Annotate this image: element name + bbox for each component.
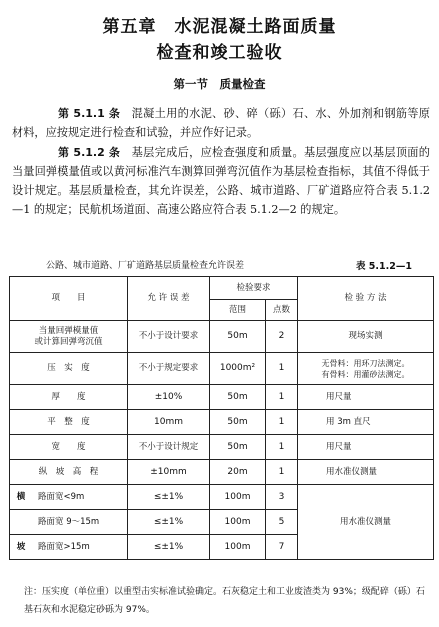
header-method: 检 验 方 法 <box>298 277 434 321</box>
row-item: 平 整 度 <box>10 410 128 435</box>
table-row <box>10 435 434 460</box>
header-frequency: 检验要求 <box>210 277 298 300</box>
clause-number: 第 5.1.1 条 <box>58 107 121 120</box>
row-tolerance: 不小于规定要求 <box>128 353 210 385</box>
row-tolerance: ±10mm <box>128 460 210 485</box>
quality-check-table <box>9 276 434 560</box>
row-item: 压 实 度 <box>10 353 128 385</box>
slope-item-cell <box>10 485 128 510</box>
row-method: 用 3m 直尺 <box>298 410 434 435</box>
row-method: 用尺量 <box>298 385 434 410</box>
row-tolerance: ≤±1% <box>128 485 210 510</box>
paragraph-5-1-1 <box>12 104 430 142</box>
row-tolerance: 10mm <box>128 410 210 435</box>
table-row <box>10 321 434 353</box>
clause-number: 第 5.1.2 条 <box>58 146 121 159</box>
section-title: 第一节 质量检查 <box>173 77 266 91</box>
row-points: 5 <box>266 510 298 535</box>
table-row <box>10 485 434 510</box>
header-tolerance: 允 许 误 差 <box>128 277 210 321</box>
paragraph-text: 混凝土用的水泥、砂、碎（砾）石、水、外加剂和钢筋等原材料，应按规定进行检查和试验，并应作好记录。 <box>12 107 430 139</box>
header-item: 项 目 <box>10 277 128 321</box>
row-points: 1 <box>266 435 298 460</box>
row-points: 7 <box>266 535 298 560</box>
row-item: 宽 度 <box>10 435 128 460</box>
table-number: 表 5.1.2—1 <box>356 261 412 272</box>
row-scope: 50m <box>210 410 266 435</box>
row-scope: 100m <box>210 510 266 535</box>
slope-method: 用水准仪测量 <box>298 485 434 560</box>
row-points: 2 <box>266 321 298 353</box>
row-scope: 1000m² <box>210 353 266 385</box>
row-tolerance: 不小于设计要求 <box>128 321 210 353</box>
row-scope: 100m <box>210 535 266 560</box>
row-sub-item: 路面宽 9～15m <box>10 510 128 535</box>
row-scope: 50m <box>210 435 266 460</box>
slope-label-bottom: 坡 <box>16 541 26 552</box>
row-scope: 50m <box>210 321 266 353</box>
row-method: 用尺量 <box>298 435 434 460</box>
row-points: 1 <box>266 460 298 485</box>
row-scope: 100m <box>210 485 266 510</box>
chapter-title-line1: 第五章 水泥混凝土路面质量 <box>102 17 337 37</box>
row-sub-item: 路面宽>15m <box>38 541 90 552</box>
table-row <box>10 460 434 485</box>
row-scope: 50m <box>210 385 266 410</box>
row-method: 现场实测 <box>298 321 434 353</box>
row-scope: 20m <box>210 460 266 485</box>
row-points: 1 <box>266 385 298 410</box>
paragraph-5-1-2 <box>12 143 430 219</box>
row-tolerance: ≤±1% <box>128 510 210 535</box>
row-method: 无骨料：用环刀法测定。 有骨料：用灌砂法测定。 <box>298 353 434 385</box>
row-tolerance: ≤±1% <box>128 535 210 560</box>
table-row <box>10 385 434 410</box>
table-row <box>10 410 434 435</box>
header-points: 点数 <box>266 300 298 321</box>
slope-item-cell <box>10 535 128 560</box>
row-tolerance: 不小于设计规定 <box>128 435 210 460</box>
header-scope: 范围 <box>210 300 266 321</box>
chapter-title-line2: 检查和竣工验收 <box>156 43 283 63</box>
row-points: 1 <box>266 410 298 435</box>
row-sub-item: 路面宽<9m <box>38 491 85 502</box>
table-note: 注：压实度（单位重）以重型击实标准试验确定。石灰稳定土和工业废渣类为 93%；级配碎（砾）石基石灰和水泥稳定砂砾为 97%。 <box>24 587 425 615</box>
table-row <box>10 353 434 385</box>
slope-label-top: 横 <box>16 491 26 502</box>
row-item: 厚 度 <box>10 385 128 410</box>
paragraph-text: 基层完成后，应检查强度和质量。基层强度应以基层顶面的当量回弹模量值或以黄河标准汽车测算回弹弯沉值作为基层检查指标，其值不得低于设计规定。基层质量检查，其允许误差，公路、城市道路、厂矿道路应符合表 5.1.2—1 的规定；民航机场道面、高速公路应符合表 5.1.2—2 的规定。 <box>12 146 430 216</box>
row-item: 当量回弹模量值 或计算回弹弯沉值 <box>10 321 128 353</box>
row-points: 1 <box>266 353 298 385</box>
row-points: 3 <box>266 485 298 510</box>
row-item: 纵 坡 高 程 <box>10 460 128 485</box>
row-tolerance: ±10% <box>128 385 210 410</box>
table-caption: 公路、城市道路、厂矿道路基层质量检查允许误差 <box>46 261 245 271</box>
row-method: 用水准仪测量 <box>298 460 434 485</box>
